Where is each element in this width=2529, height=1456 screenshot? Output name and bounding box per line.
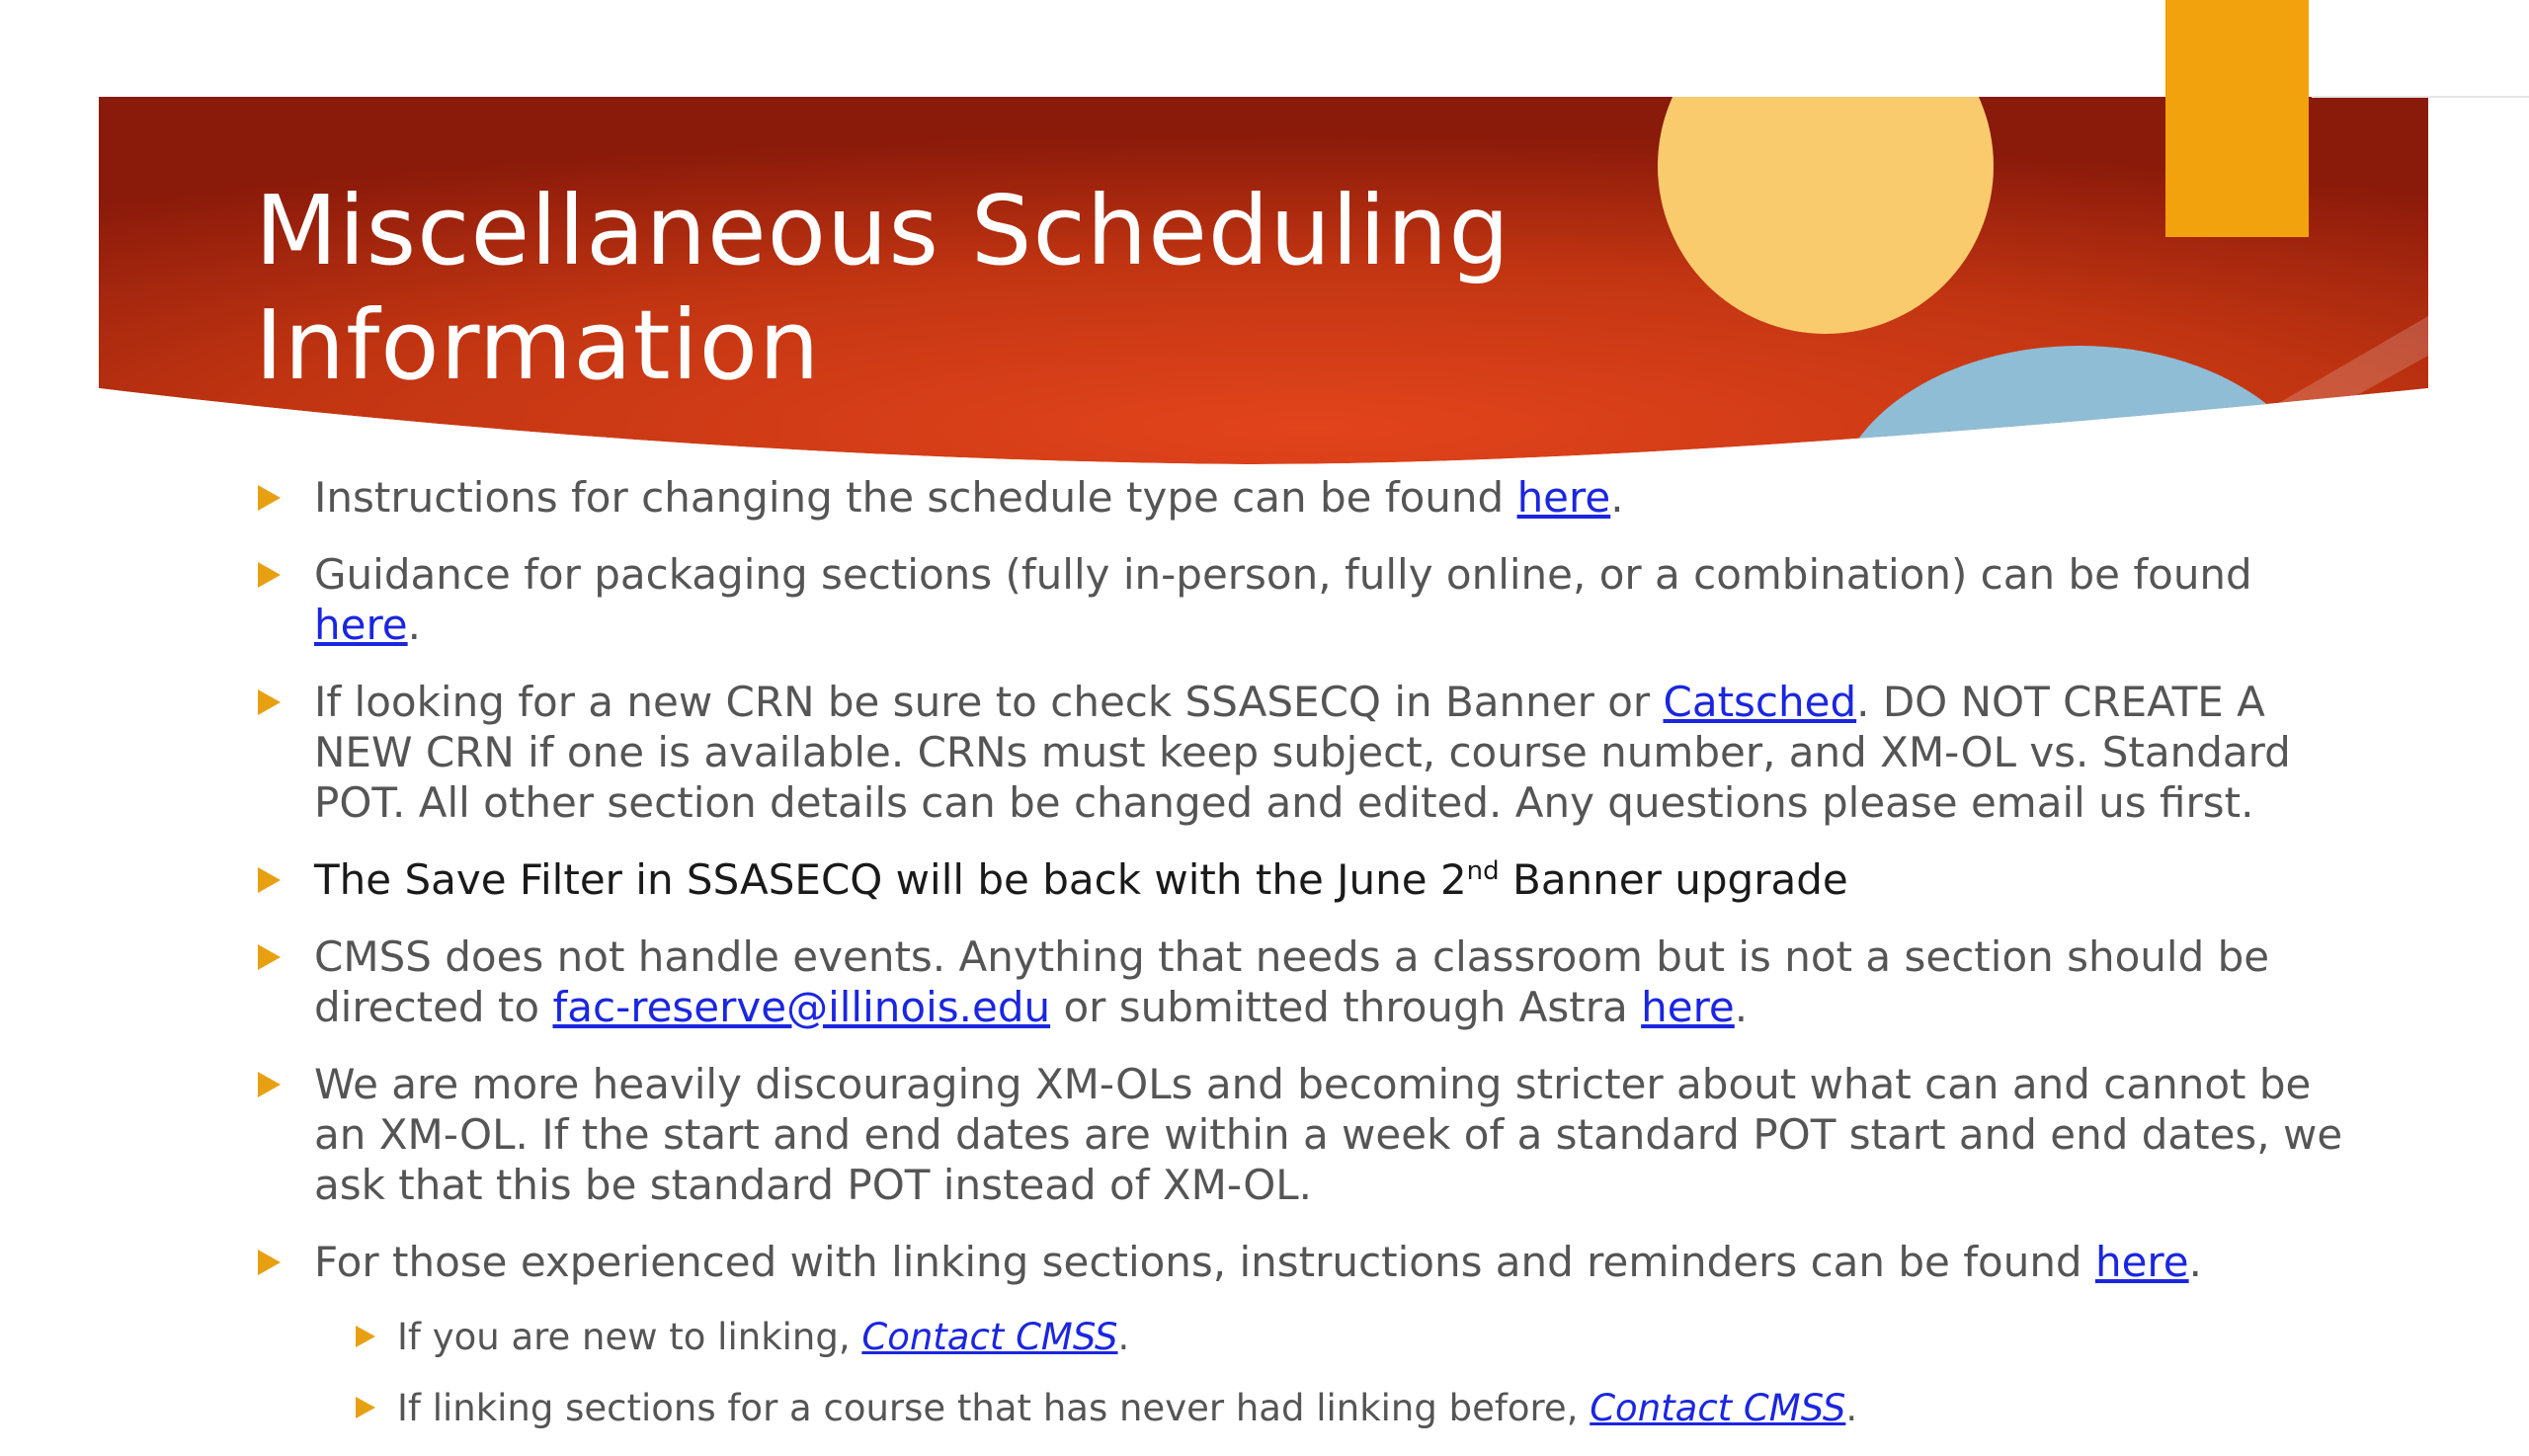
contact-cmss-link[interactable]: Contact CMSS: [1590, 1387, 1846, 1429]
bullet-save-filter: [255, 854, 2369, 905]
bullet-xm-ol: [255, 1059, 2369, 1210]
yellow-circle-decoration: [1658, 0, 1994, 334]
bullet-packaging-sections: [255, 549, 2369, 650]
bullet-schedule-type: [255, 472, 2369, 523]
bullet-text-continued: Banner upgrade: [1499, 855, 1848, 904]
title-line-1: Miscellaneous Scheduling: [255, 175, 1510, 286]
catsched-link[interactable]: Catsched: [1663, 678, 1857, 726]
contact-cmss-link[interactable]: Contact CMSS: [861, 1316, 1118, 1358]
bullet-arrow-icon: [258, 1072, 281, 1097]
bullet-end: .: [2188, 1238, 2202, 1286]
fac-reserve-email-link[interactable]: fac-reserve@illinois.edu: [552, 983, 1051, 1031]
packaging-here-link[interactable]: here: [314, 601, 408, 649]
sub-bullet-new-to-linking: [255, 1314, 2369, 1361]
bullet-end: .: [1734, 983, 1749, 1031]
bullet-arrow-icon: [258, 689, 281, 715]
sub-bullet-text: If you are new to linking,: [397, 1316, 862, 1358]
bullet-text: We are more heavily discouraging XM-OLs and becoming stricter about what can and cannot be an XM-OL. If the start and end dates are within a week of a standard POT start and end dates, we ask that this be standard POT instead of XM-OL.: [314, 1060, 2343, 1209]
bullet-text: The Save Filter in SSASECQ will be back with the June 2: [314, 855, 1467, 904]
bullet-arrow-icon: [258, 562, 281, 588]
bullet-arrow-icon: [258, 1250, 281, 1275]
bullet-events: [255, 931, 2369, 1032]
title-line-2: Information: [255, 289, 821, 401]
bullet-end: .: [407, 601, 422, 649]
bullet-text: CMSS does not handle events. Anything that needs a classroom but is not a section should be directed to: [314, 932, 2270, 1031]
bullet-list: [255, 472, 2369, 1456]
bullet-text: For those experienced with linking sections, instructions and reminders can be found: [314, 1238, 2095, 1286]
bullet-text-continued: . DO NOT CREATE A NEW CRN if one is available. CRNs must keep subject, course number, and XM-OL vs. Standard POT. All other section details can be changed and edited. Any questions please email us first.: [314, 678, 2291, 827]
sub-bullet-arrow-icon: [356, 1397, 375, 1418]
astra-here-link[interactable]: here: [1641, 983, 1735, 1031]
bullet-arrow-icon: [258, 867, 281, 893]
sub-bullet-arrow-icon: [356, 1326, 375, 1347]
bullet-text-continued: or submitted through Astra: [1050, 983, 1642, 1031]
schedule-type-here-link[interactable]: here: [1516, 473, 1611, 522]
sub-bullet-never-linked: [255, 1385, 2369, 1432]
bullet-end: .: [1610, 473, 1624, 522]
orange-tab-decoration: [2165, 0, 2309, 237]
ordinal-suffix: nd: [1466, 856, 1500, 886]
bullet-text: Guidance for packaging sections (fully in-person, fully online, or a combination) can be found: [314, 550, 2252, 599]
bullet-end: .: [1117, 1316, 1130, 1358]
bullet-linking-sections: [255, 1237, 2369, 1287]
linking-here-link[interactable]: here: [2094, 1238, 2189, 1286]
bullet-text: Instructions for changing the schedule type can be found: [314, 473, 1517, 522]
bullet-end: .: [1845, 1387, 1858, 1429]
bullet-arrow-icon: [258, 485, 281, 511]
bullet-arrow-icon: [258, 944, 281, 970]
sub-bullet-text: If linking sections for a course that has never had linking before,: [397, 1387, 1591, 1429]
slide-title: [255, 174, 1638, 403]
bullet-new-crn: [255, 677, 2369, 828]
bullet-text: If looking for a new CRN be sure to check SSASECQ in Banner or: [314, 678, 1664, 726]
